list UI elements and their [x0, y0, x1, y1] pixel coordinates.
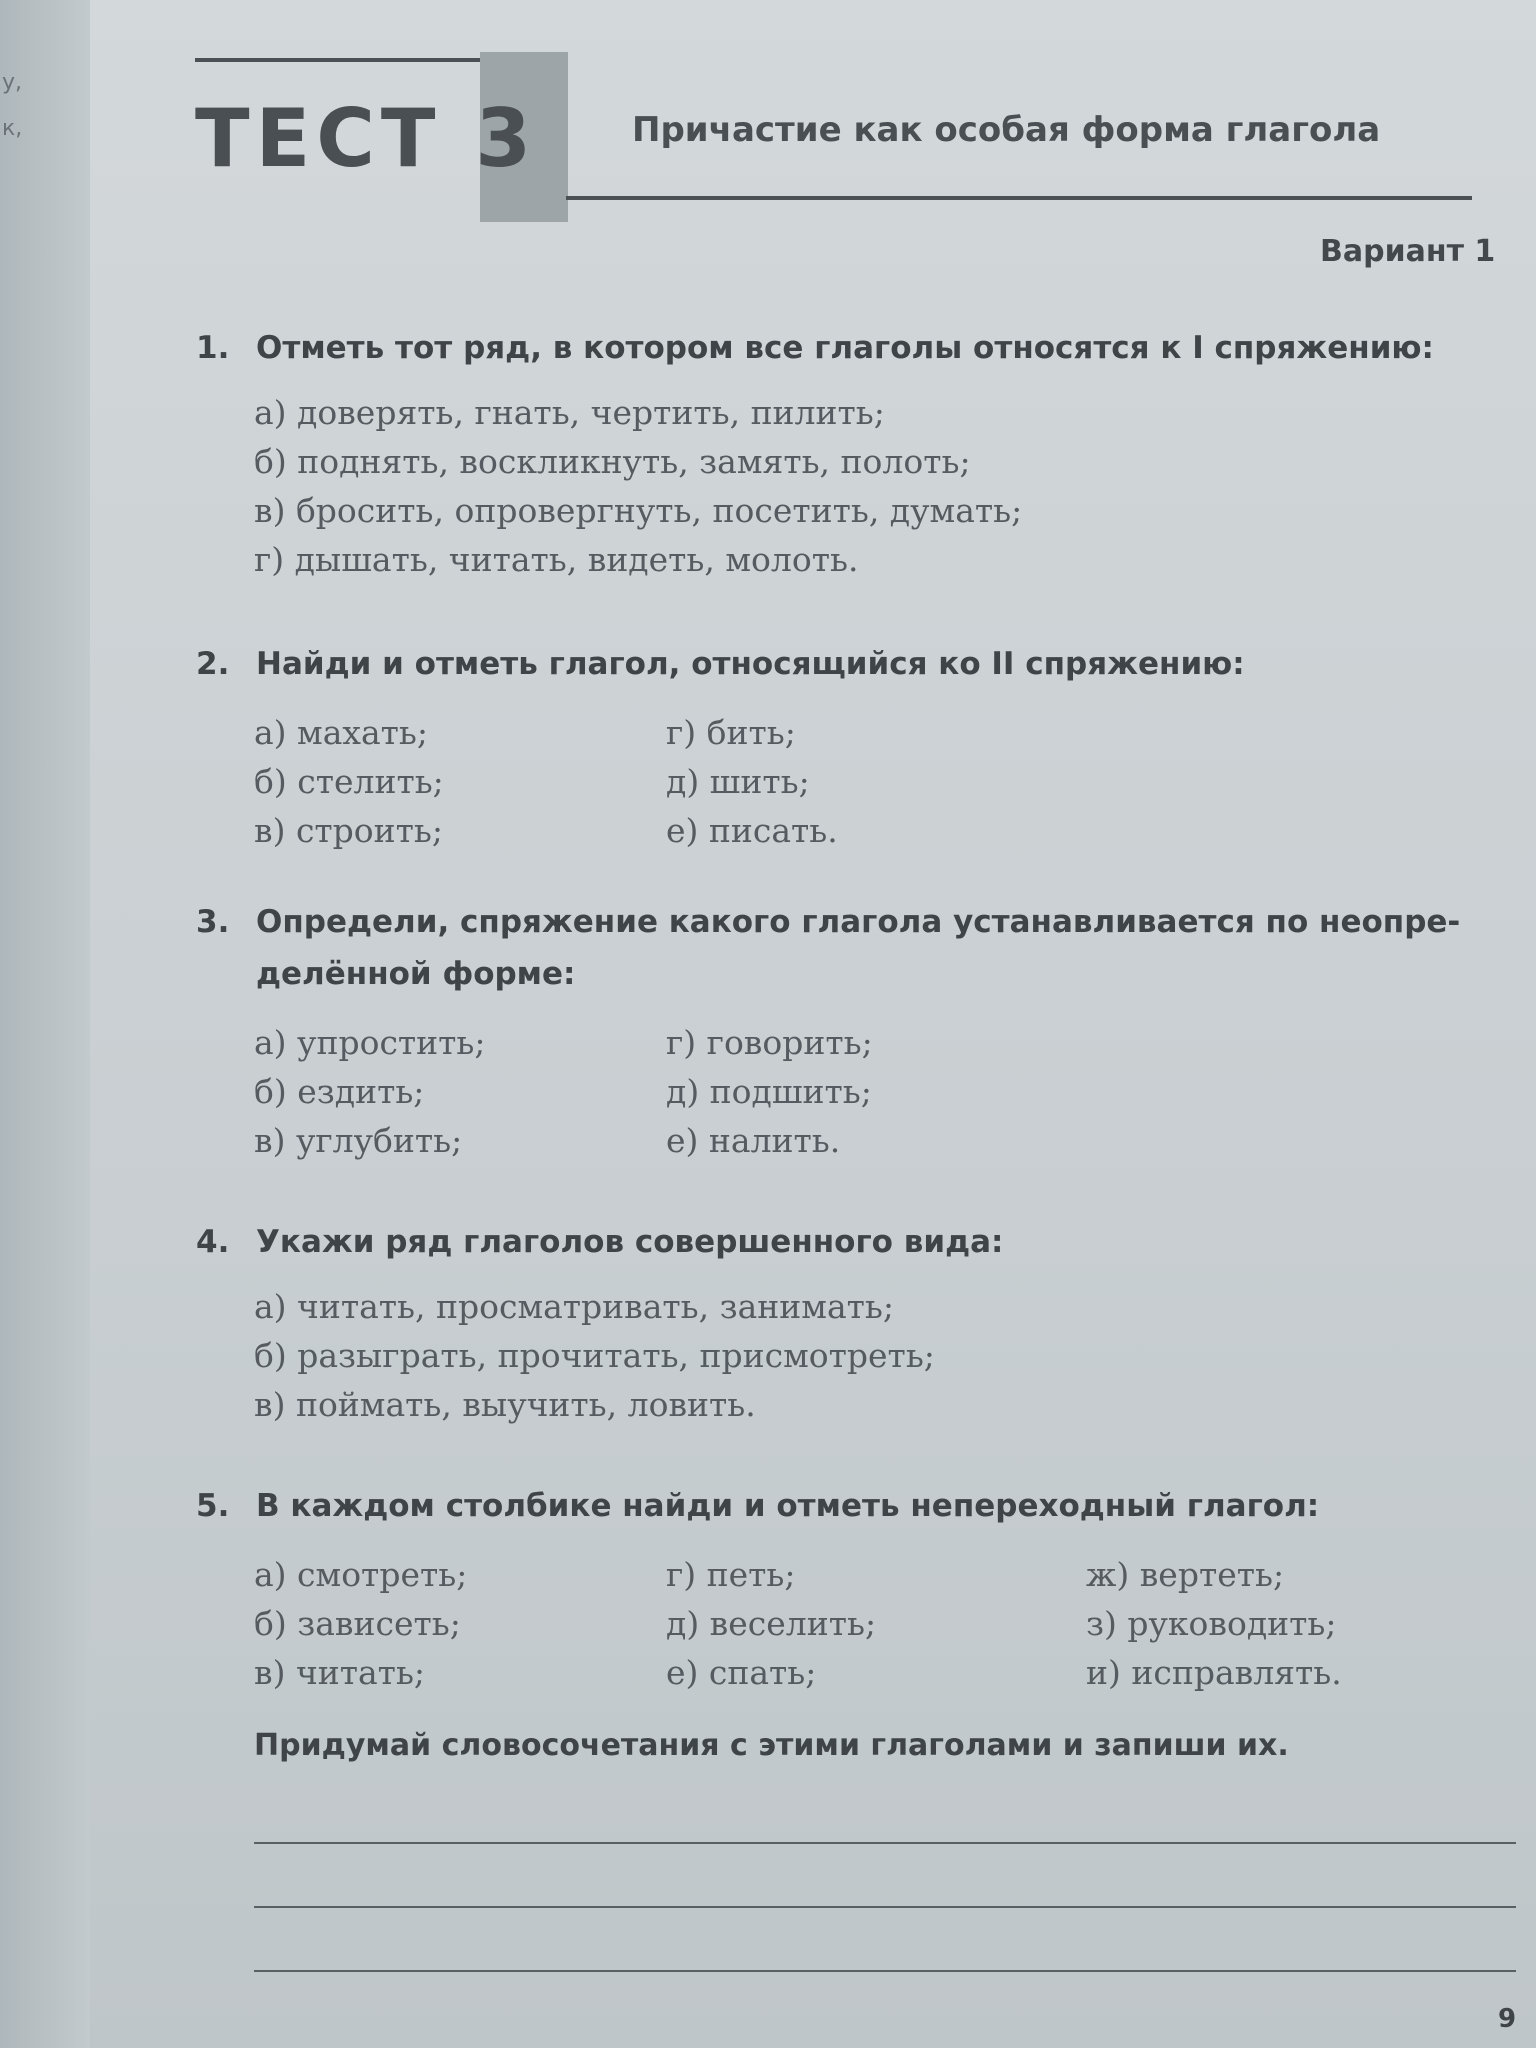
answer-option[interactable]: б) ездить;: [254, 1072, 425, 1111]
answer-options: [254, 1282, 1506, 1429]
question-2: [196, 638, 1506, 855]
adjacent-page-edge: [0, 0, 90, 2048]
question-number: 2.: [196, 646, 230, 682]
answer-write-line[interactable]: [254, 1906, 1516, 1908]
question-number: 5.: [196, 1488, 230, 1524]
answer-option[interactable]: д) шить;: [666, 762, 810, 801]
question-1: [196, 322, 1506, 584]
answer-options: [254, 1018, 1506, 1165]
answer-options: [254, 1550, 1506, 1697]
answer-option[interactable]: б) поднять, воскликнуть, замять, полоть;: [254, 442, 971, 481]
answer-option[interactable]: а) смотреть;: [254, 1555, 468, 1594]
answer-option[interactable]: в) читать;: [254, 1653, 426, 1692]
question-text: [196, 1216, 1506, 1268]
answer-option[interactable]: ж) вертеть;: [1086, 1555, 1285, 1594]
answer-option[interactable]: е) писать.: [666, 811, 838, 850]
question-3: [196, 896, 1506, 1165]
answer-write-line[interactable]: [254, 1842, 1516, 1844]
answer-option[interactable]: е) спать;: [666, 1653, 817, 1692]
question-text: [196, 322, 1506, 374]
answer-option[interactable]: в) поймать, выучить, ловить.: [254, 1385, 756, 1424]
answer-options: [254, 388, 1506, 584]
question-4: [196, 1216, 1506, 1429]
question-number: 4.: [196, 1224, 230, 1260]
answer-option[interactable]: б) стелить;: [254, 762, 444, 801]
answer-options: [254, 708, 1506, 855]
answer-option[interactable]: а) упростить;: [254, 1023, 486, 1062]
edge-letter: к,: [2, 116, 23, 141]
question-text: [196, 638, 1506, 690]
answer-option[interactable]: в) углубить;: [254, 1121, 463, 1160]
question-prompt: Определи, спряжение какого глагола устанавливается по неопре-: [256, 904, 1461, 940]
header-rule-left: [195, 58, 485, 62]
question-5: [196, 1480, 1506, 1697]
answer-option[interactable]: а) доверять, гнать, чертить, пилить;: [254, 393, 885, 432]
edge-letter: у,: [2, 70, 23, 95]
answer-option[interactable]: б) зависеть;: [254, 1604, 461, 1643]
answer-option[interactable]: в) строить;: [254, 811, 444, 850]
header-rule-right: [566, 196, 1472, 200]
answer-option[interactable]: а) махать;: [254, 713, 429, 752]
answer-option[interactable]: г) бить;: [666, 713, 796, 752]
answer-option[interactable]: и) исправлять.: [1086, 1653, 1342, 1692]
question-prompt: Найди и отметь глагол, относящийся ко II спряжению:: [256, 646, 1245, 682]
test-title: ТЕСТ 3: [195, 92, 538, 185]
question-text: [196, 1480, 1506, 1532]
question-prompt-continued: делённой форме:: [256, 956, 576, 992]
question-prompt: В каждом столбике найди и отметь непереходный глагол:: [256, 1488, 1320, 1524]
question-number: 1.: [196, 330, 230, 366]
variant-label: Вариант 1: [1320, 234, 1496, 269]
question-text: [196, 896, 1506, 1000]
answer-option[interactable]: д) подшить;: [666, 1072, 872, 1111]
question-number: 3.: [196, 904, 230, 940]
adjacent-page-text: [2, 60, 22, 152]
answer-option[interactable]: з) руководить;: [1086, 1604, 1337, 1643]
answer-option[interactable]: г) говорить;: [666, 1023, 873, 1062]
question-prompt: Отметь тот ряд, в котором все глаголы относятся к I спряжению:: [256, 330, 1434, 366]
answer-option[interactable]: в) бросить, опровергнуть, посетить, думать;: [254, 491, 1023, 530]
answer-option[interactable]: г) дышать, читать, видеть, молоть.: [254, 540, 859, 579]
topic-title: Причастие как особая форма глагола: [632, 110, 1381, 150]
answer-option[interactable]: д) веселить;: [666, 1604, 877, 1643]
answer-option[interactable]: а) читать, просматривать, занимать;: [254, 1287, 894, 1326]
writing-instruction: Придумай словосочетания с этими глаголами и запиши их.: [254, 1728, 1289, 1763]
question-prompt: Укажи ряд глаголов совершенного вида:: [256, 1224, 1004, 1260]
answer-write-line[interactable]: [254, 1970, 1516, 1972]
page-number: 9: [1498, 2004, 1517, 2034]
answer-option[interactable]: г) петь;: [666, 1555, 796, 1594]
answer-option[interactable]: е) налить.: [666, 1121, 841, 1160]
answer-option[interactable]: б) разыграть, прочитать, присмотреть;: [254, 1336, 935, 1375]
